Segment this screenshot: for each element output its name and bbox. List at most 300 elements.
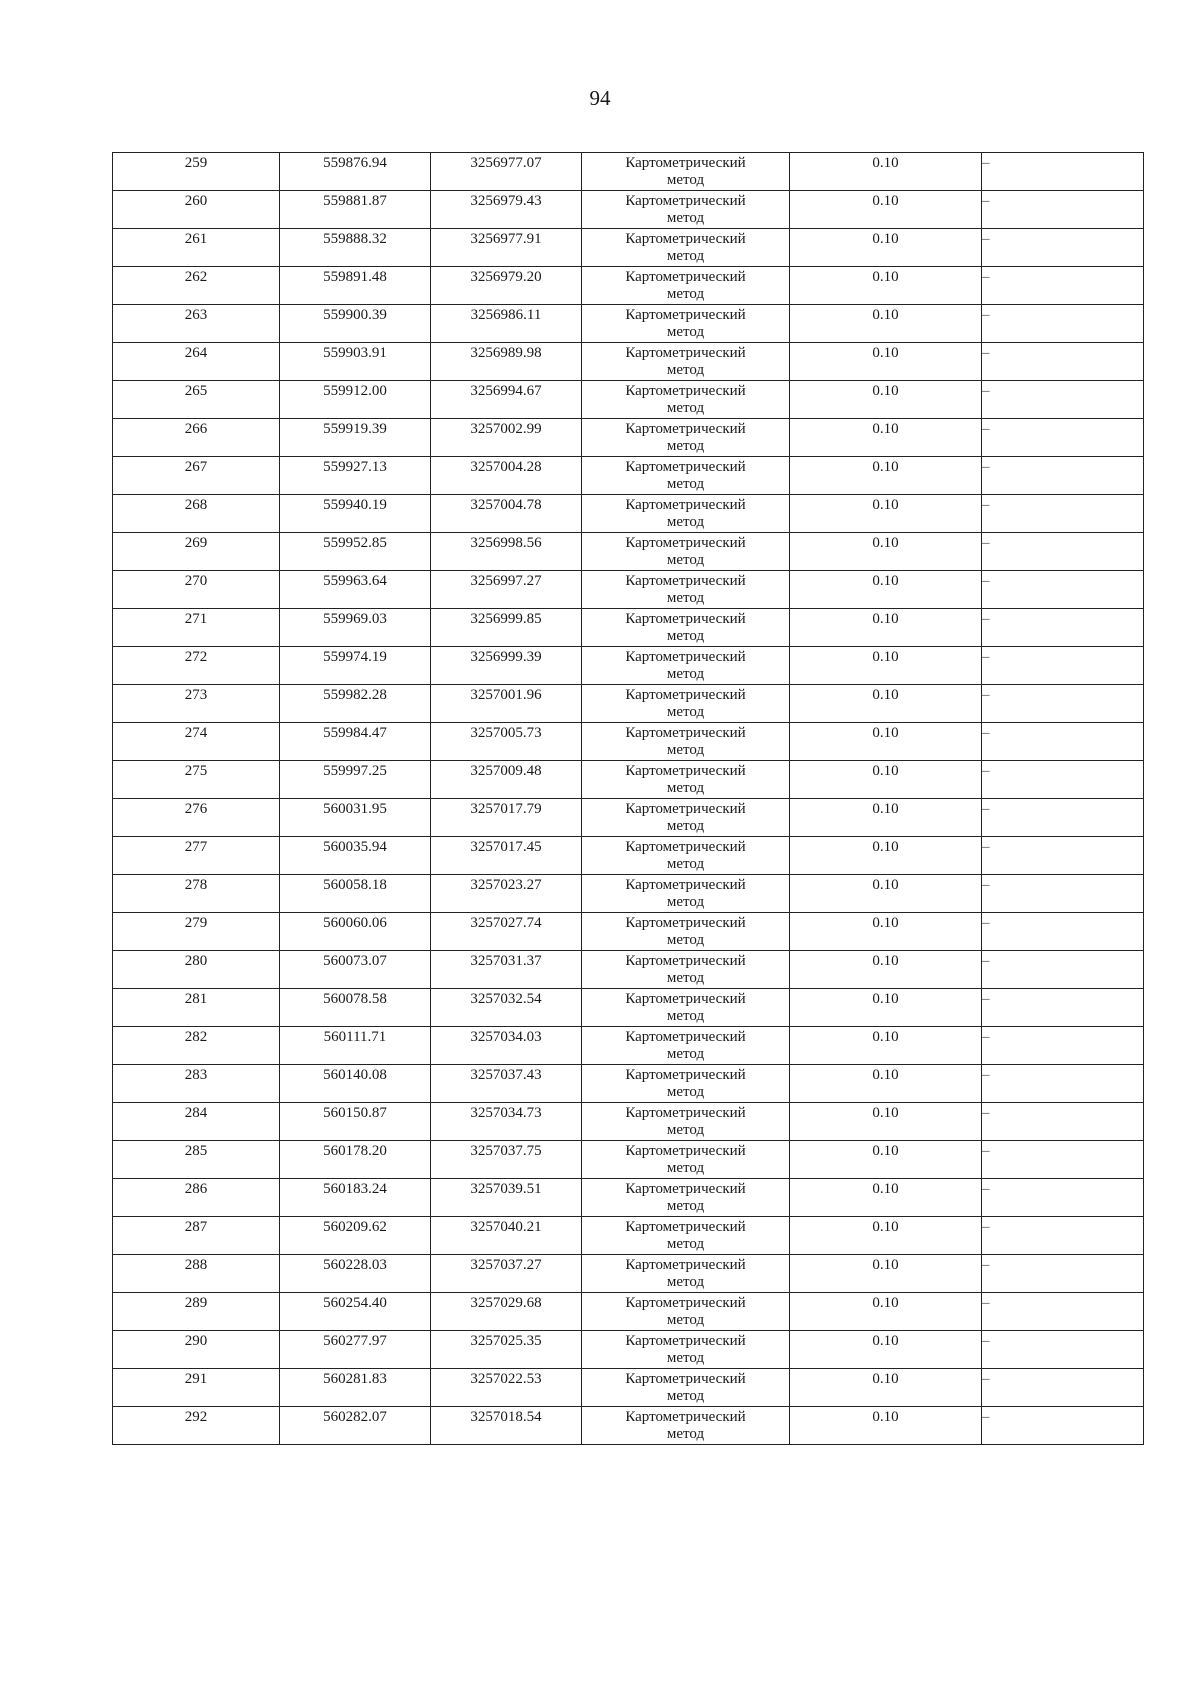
description-cell: – (982, 495, 1144, 533)
method-cell (582, 799, 790, 837)
description-cell: – (982, 647, 1144, 685)
method-cell (582, 571, 790, 609)
accuracy-cell: 0.10 (790, 1293, 982, 1331)
accuracy-cell: 0.10 (790, 609, 982, 647)
accuracy-cell: 0.10 (790, 1255, 982, 1293)
accuracy-cell: 0.10 (790, 647, 982, 685)
method-line-1: Картометрический (625, 1067, 746, 1083)
method-cell (582, 533, 790, 571)
table-row (113, 1217, 1144, 1255)
method-line-2: метод (666, 1122, 705, 1138)
method-cell (582, 267, 790, 305)
y-coordinate-cell: 3257027.74 (431, 913, 582, 951)
method-line-2: метод (666, 400, 705, 416)
method-cell (582, 837, 790, 875)
table-row (113, 1331, 1144, 1369)
point-number-cell: 269 (113, 533, 280, 571)
point-number-cell: 260 (113, 191, 280, 229)
x-coordinate-cell: 559974.19 (280, 647, 431, 685)
point-number-cell: 288 (113, 1255, 280, 1293)
method-line-1: Картометрический (625, 573, 746, 589)
method-line-1: Картометрический (625, 801, 746, 817)
x-coordinate-cell: 560140.08 (280, 1065, 431, 1103)
method-line-1: Картометрический (625, 877, 746, 893)
y-coordinate-cell: 3257009.48 (431, 761, 582, 799)
description-cell: – (982, 1065, 1144, 1103)
table-row (113, 989, 1144, 1027)
y-coordinate-cell: 3257017.45 (431, 837, 582, 875)
method-line-1: Картометрический (625, 839, 746, 855)
accuracy-cell: 0.10 (790, 685, 982, 723)
method-cell (582, 381, 790, 419)
method-line-2: метод (666, 818, 705, 834)
table-row (113, 495, 1144, 533)
table-row (113, 305, 1144, 343)
method-cell (582, 951, 790, 989)
method-cell (582, 989, 790, 1027)
method-line-2: метод (666, 1312, 705, 1328)
table-row (113, 609, 1144, 647)
method-cell (582, 609, 790, 647)
table-row (113, 951, 1144, 989)
accuracy-cell: 0.10 (790, 837, 982, 875)
point-number-cell: 261 (113, 229, 280, 267)
x-coordinate-cell: 559963.64 (280, 571, 431, 609)
x-coordinate-cell: 559940.19 (280, 495, 431, 533)
point-number-cell: 282 (113, 1027, 280, 1065)
method-cell (582, 457, 790, 495)
x-coordinate-cell: 559903.91 (280, 343, 431, 381)
method-line-1: Картометрический (625, 725, 746, 741)
point-number-cell: 286 (113, 1179, 280, 1217)
y-coordinate-cell: 3257002.99 (431, 419, 582, 457)
y-coordinate-cell: 3257032.54 (431, 989, 582, 1027)
table-row (113, 1407, 1144, 1445)
x-coordinate-cell: 560228.03 (280, 1255, 431, 1293)
point-number-cell: 271 (113, 609, 280, 647)
x-coordinate-cell: 559984.47 (280, 723, 431, 761)
method-line-2: метод (666, 666, 705, 682)
method-line-2: метод (666, 704, 705, 720)
description-cell: – (982, 1179, 1144, 1217)
point-number-cell: 273 (113, 685, 280, 723)
method-cell (582, 723, 790, 761)
y-coordinate-cell: 3256979.43 (431, 191, 582, 229)
description-cell: – (982, 685, 1144, 723)
method-line-1: Картометрический (625, 497, 746, 513)
description-cell: – (982, 1331, 1144, 1369)
accuracy-cell: 0.10 (790, 1331, 982, 1369)
x-coordinate-cell: 560150.87 (280, 1103, 431, 1141)
method-line-2: метод (666, 1046, 705, 1062)
x-coordinate-cell: 560277.97 (280, 1331, 431, 1369)
table-row (113, 685, 1144, 723)
method-cell (582, 495, 790, 533)
method-cell (582, 1217, 790, 1255)
accuracy-cell: 0.10 (790, 495, 982, 533)
y-coordinate-cell: 3257022.53 (431, 1369, 582, 1407)
method-line-2: метод (666, 210, 705, 226)
description-cell: – (982, 533, 1144, 571)
y-coordinate-cell: 3256994.67 (431, 381, 582, 419)
method-line-1: Картометрический (625, 307, 746, 323)
description-cell: – (982, 609, 1144, 647)
page-number: 94 (589, 86, 611, 110)
method-line-1: Картометрический (625, 1409, 746, 1425)
accuracy-cell: 0.10 (790, 1407, 982, 1445)
table-row (113, 191, 1144, 229)
accuracy-cell: 0.10 (790, 1217, 982, 1255)
point-number-cell: 279 (113, 913, 280, 951)
method-line-1: Картометрический (625, 763, 746, 779)
table-row (113, 1293, 1144, 1331)
x-coordinate-cell: 560254.40 (280, 1293, 431, 1331)
description-cell: – (982, 191, 1144, 229)
point-number-cell: 270 (113, 571, 280, 609)
x-coordinate-cell: 560058.18 (280, 875, 431, 913)
y-coordinate-cell: 3256998.56 (431, 533, 582, 571)
method-line-2: метод (666, 856, 705, 872)
method-line-1: Картометрический (625, 1143, 746, 1159)
point-number-cell: 274 (113, 723, 280, 761)
method-line-2: метод (666, 438, 705, 454)
coordinates-table-body (113, 153, 1144, 1445)
accuracy-cell: 0.10 (790, 1065, 982, 1103)
method-line-1: Картометрический (625, 1105, 746, 1121)
x-coordinate-cell: 560282.07 (280, 1407, 431, 1445)
x-coordinate-cell: 560060.06 (280, 913, 431, 951)
method-line-1: Картометрический (625, 1333, 746, 1349)
method-line-1: Картометрический (625, 915, 746, 931)
method-cell (582, 1293, 790, 1331)
description-cell: – (982, 761, 1144, 799)
x-coordinate-cell: 559891.48 (280, 267, 431, 305)
method-line-2: метод (666, 1160, 705, 1176)
method-line-2: метод (666, 628, 705, 644)
table-row (113, 723, 1144, 761)
method-cell (582, 913, 790, 951)
point-number-cell: 284 (113, 1103, 280, 1141)
y-coordinate-cell: 3257001.96 (431, 685, 582, 723)
x-coordinate-cell: 560209.62 (280, 1217, 431, 1255)
accuracy-cell: 0.10 (790, 343, 982, 381)
method-cell (582, 1141, 790, 1179)
point-number-cell: 276 (113, 799, 280, 837)
method-line-2: метод (666, 248, 705, 264)
method-line-1: Картометрический (625, 231, 746, 247)
y-coordinate-cell: 3257023.27 (431, 875, 582, 913)
description-cell: – (982, 837, 1144, 875)
y-coordinate-cell: 3257034.03 (431, 1027, 582, 1065)
description-cell: – (982, 723, 1144, 761)
x-coordinate-cell: 560035.94 (280, 837, 431, 875)
description-cell: – (982, 1141, 1144, 1179)
method-cell (582, 685, 790, 723)
accuracy-cell: 0.10 (790, 723, 982, 761)
accuracy-cell: 0.10 (790, 799, 982, 837)
method-line-1: Картометрический (625, 421, 746, 437)
point-number-cell: 281 (113, 989, 280, 1027)
table-row (113, 1141, 1144, 1179)
point-number-cell: 289 (113, 1293, 280, 1331)
x-coordinate-cell: 559881.87 (280, 191, 431, 229)
method-line-2: метод (666, 552, 705, 568)
method-line-2: метод (666, 324, 705, 340)
method-cell (582, 1369, 790, 1407)
y-coordinate-cell: 3256999.85 (431, 609, 582, 647)
table-row (113, 1027, 1144, 1065)
x-coordinate-cell: 559900.39 (280, 305, 431, 343)
y-coordinate-cell: 3257034.73 (431, 1103, 582, 1141)
method-cell (582, 191, 790, 229)
method-line-1: Картометрический (625, 1219, 746, 1235)
table-row (113, 761, 1144, 799)
table-row (113, 533, 1144, 571)
method-cell (582, 1255, 790, 1293)
method-line-1: Картометрический (625, 1295, 746, 1311)
x-coordinate-cell: 560178.20 (280, 1141, 431, 1179)
x-coordinate-cell: 560031.95 (280, 799, 431, 837)
method-cell (582, 875, 790, 913)
table-row (113, 229, 1144, 267)
method-line-1: Картометрический (625, 1371, 746, 1387)
description-cell: – (982, 1255, 1144, 1293)
method-line-1: Картометрический (625, 991, 746, 1007)
accuracy-cell: 0.10 (790, 951, 982, 989)
accuracy-cell: 0.10 (790, 305, 982, 343)
accuracy-cell: 0.10 (790, 267, 982, 305)
method-cell (582, 647, 790, 685)
y-coordinate-cell: 3257031.37 (431, 951, 582, 989)
table-row (113, 1255, 1144, 1293)
accuracy-cell: 0.10 (790, 1179, 982, 1217)
point-number-cell: 290 (113, 1331, 280, 1369)
method-line-2: метод (666, 1008, 705, 1024)
accuracy-cell: 0.10 (790, 457, 982, 495)
x-coordinate-cell: 560078.58 (280, 989, 431, 1027)
x-coordinate-cell: 559982.28 (280, 685, 431, 723)
description-cell: – (982, 153, 1144, 191)
method-cell (582, 1065, 790, 1103)
y-coordinate-cell: 3256977.91 (431, 229, 582, 267)
y-coordinate-cell: 3257017.79 (431, 799, 582, 837)
method-line-1: Картометрический (625, 1257, 746, 1273)
point-number-cell: 259 (113, 153, 280, 191)
x-coordinate-cell: 559876.94 (280, 153, 431, 191)
table-row (113, 343, 1144, 381)
method-line-1: Картометрический (625, 269, 746, 285)
y-coordinate-cell: 3257005.73 (431, 723, 582, 761)
table-row (113, 267, 1144, 305)
table-row (113, 1179, 1144, 1217)
x-coordinate-cell: 559997.25 (280, 761, 431, 799)
table-row (113, 419, 1144, 457)
description-cell: – (982, 1407, 1144, 1445)
method-line-1: Картометрический (625, 1181, 746, 1197)
y-coordinate-cell: 3256997.27 (431, 571, 582, 609)
accuracy-cell: 0.10 (790, 989, 982, 1027)
point-number-cell: 280 (113, 951, 280, 989)
method-line-2: метод (666, 1426, 705, 1442)
method-line-1: Картометрический (625, 535, 746, 551)
description-cell: – (982, 1217, 1144, 1255)
method-cell (582, 305, 790, 343)
x-coordinate-cell: 559969.03 (280, 609, 431, 647)
point-number-cell: 265 (113, 381, 280, 419)
method-line-1: Картометрический (625, 649, 746, 665)
x-coordinate-cell: 559912.00 (280, 381, 431, 419)
accuracy-cell: 0.10 (790, 381, 982, 419)
table-row (113, 1369, 1144, 1407)
method-line-2: метод (666, 590, 705, 606)
method-line-2: метод (666, 1350, 705, 1366)
description-cell: – (982, 343, 1144, 381)
y-coordinate-cell: 3257004.78 (431, 495, 582, 533)
accuracy-cell: 0.10 (790, 1141, 982, 1179)
point-number-cell: 263 (113, 305, 280, 343)
description-cell: – (982, 1293, 1144, 1331)
y-coordinate-cell: 3256999.39 (431, 647, 582, 685)
point-number-cell: 287 (113, 1217, 280, 1255)
method-line-2: метод (666, 362, 705, 378)
point-number-cell: 266 (113, 419, 280, 457)
method-cell (582, 419, 790, 457)
table-row (113, 799, 1144, 837)
accuracy-cell: 0.10 (790, 533, 982, 571)
description-cell: – (982, 419, 1144, 457)
method-cell (582, 229, 790, 267)
point-number-cell: 264 (113, 343, 280, 381)
description-cell: – (982, 229, 1144, 267)
x-coordinate-cell: 560111.71 (280, 1027, 431, 1065)
accuracy-cell: 0.10 (790, 571, 982, 609)
point-number-cell: 267 (113, 457, 280, 495)
method-cell (582, 1103, 790, 1141)
accuracy-cell: 0.10 (790, 875, 982, 913)
description-cell: – (982, 267, 1144, 305)
method-line-1: Картометрический (625, 953, 746, 969)
description-cell: – (982, 913, 1144, 951)
method-line-2: метод (666, 1274, 705, 1290)
method-line-2: метод (666, 286, 705, 302)
point-number-cell: 278 (113, 875, 280, 913)
method-line-2: метод (666, 780, 705, 796)
y-coordinate-cell: 3257039.51 (431, 1179, 582, 1217)
point-number-cell: 272 (113, 647, 280, 685)
point-number-cell: 277 (113, 837, 280, 875)
description-cell: – (982, 381, 1144, 419)
accuracy-cell: 0.10 (790, 1027, 982, 1065)
y-coordinate-cell: 3256979.20 (431, 267, 582, 305)
y-coordinate-cell: 3257004.28 (431, 457, 582, 495)
y-coordinate-cell: 3256977.07 (431, 153, 582, 191)
description-cell: – (982, 1369, 1144, 1407)
method-cell (582, 1407, 790, 1445)
table-row (113, 913, 1144, 951)
table-row (113, 1065, 1144, 1103)
accuracy-cell: 0.10 (790, 1103, 982, 1141)
description-cell: – (982, 305, 1144, 343)
x-coordinate-cell: 560281.83 (280, 1369, 431, 1407)
table-row (113, 153, 1144, 191)
method-line-2: метод (666, 894, 705, 910)
description-cell: – (982, 875, 1144, 913)
method-line-2: метод (666, 1236, 705, 1252)
method-cell (582, 761, 790, 799)
method-line-2: метод (666, 932, 705, 948)
table-row (113, 457, 1144, 495)
accuracy-cell: 0.10 (790, 229, 982, 267)
description-cell: – (982, 457, 1144, 495)
point-number-cell: 285 (113, 1141, 280, 1179)
method-line-2: метод (666, 1198, 705, 1214)
method-cell (582, 1027, 790, 1065)
method-line-2: метод (666, 742, 705, 758)
y-coordinate-cell: 3257037.27 (431, 1255, 582, 1293)
point-number-cell: 275 (113, 761, 280, 799)
method-line-1: Картометрический (625, 345, 746, 361)
method-line-2: метод (666, 1388, 705, 1404)
method-line-2: метод (666, 970, 705, 986)
table-row (113, 837, 1144, 875)
accuracy-cell: 0.10 (790, 913, 982, 951)
y-coordinate-cell: 3257025.35 (431, 1331, 582, 1369)
y-coordinate-cell: 3257037.43 (431, 1065, 582, 1103)
method-cell (582, 1179, 790, 1217)
y-coordinate-cell: 3257037.75 (431, 1141, 582, 1179)
description-cell: – (982, 571, 1144, 609)
table-row (113, 1103, 1144, 1141)
table-row (113, 647, 1144, 685)
point-number-cell: 268 (113, 495, 280, 533)
method-line-1: Картометрический (625, 1029, 746, 1045)
coordinates-table (112, 152, 1144, 1445)
method-cell (582, 1331, 790, 1369)
x-coordinate-cell: 559919.39 (280, 419, 431, 457)
y-coordinate-cell: 3257018.54 (431, 1407, 582, 1445)
method-line-1: Картометрический (625, 687, 746, 703)
description-cell: – (982, 951, 1144, 989)
table-row (113, 381, 1144, 419)
accuracy-cell: 0.10 (790, 1369, 982, 1407)
method-line-1: Картометрический (625, 383, 746, 399)
point-number-cell: 262 (113, 267, 280, 305)
method-line-1: Картометрический (625, 193, 746, 209)
point-number-cell: 291 (113, 1369, 280, 1407)
method-line-2: метод (666, 514, 705, 530)
description-cell: – (982, 1103, 1144, 1141)
accuracy-cell: 0.10 (790, 419, 982, 457)
method-line-1: Картометрический (625, 611, 746, 627)
y-coordinate-cell: 3257040.21 (431, 1217, 582, 1255)
accuracy-cell: 0.10 (790, 191, 982, 229)
method-line-2: метод (666, 1084, 705, 1100)
description-cell: – (982, 1027, 1144, 1065)
description-cell: – (982, 989, 1144, 1027)
y-coordinate-cell: 3256986.11 (431, 305, 582, 343)
x-coordinate-cell: 559927.13 (280, 457, 431, 495)
point-number-cell: 283 (113, 1065, 280, 1103)
accuracy-cell: 0.10 (790, 761, 982, 799)
table-row (113, 875, 1144, 913)
point-number-cell: 292 (113, 1407, 280, 1445)
method-line-2: метод (666, 172, 705, 188)
x-coordinate-cell: 560073.07 (280, 951, 431, 989)
table-row (113, 571, 1144, 609)
accuracy-cell: 0.10 (790, 153, 982, 191)
x-coordinate-cell: 559952.85 (280, 533, 431, 571)
x-coordinate-cell: 560183.24 (280, 1179, 431, 1217)
